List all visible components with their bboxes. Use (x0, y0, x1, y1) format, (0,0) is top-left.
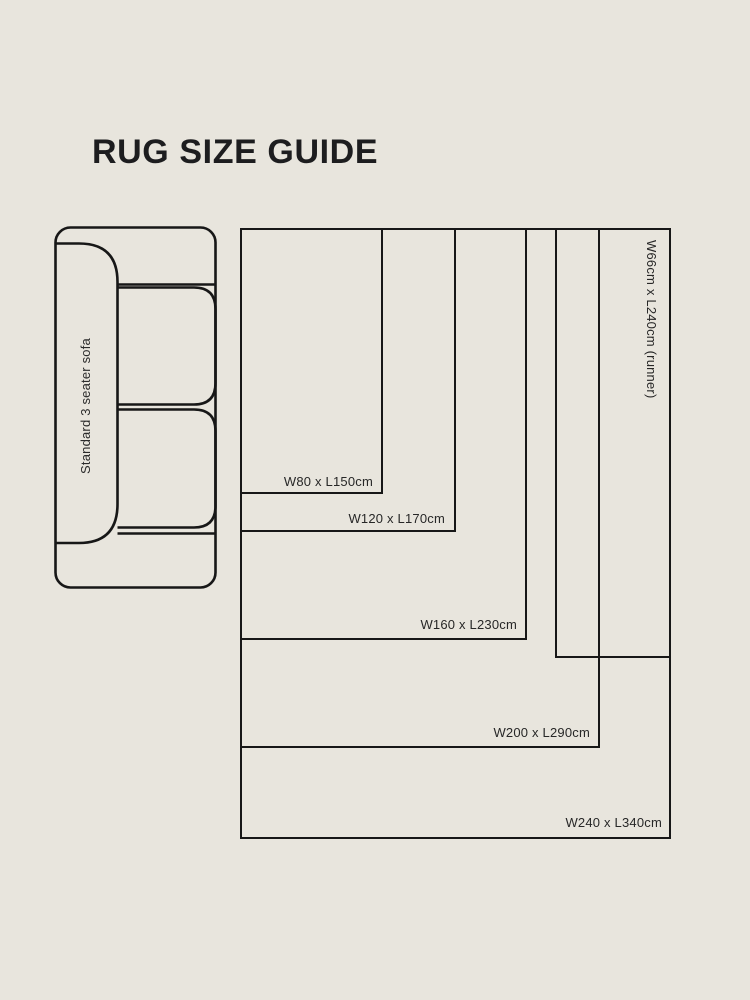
rug-rect-w80-l150 (240, 228, 383, 494)
rug-size-label-w160: W160 x L230cm (420, 617, 517, 632)
rug-size-label-w120: W120 x L170cm (348, 511, 445, 526)
sofa-label: Standard 3 seater sofa (78, 338, 93, 474)
sofa-cushion-1 (118, 288, 216, 405)
sofa-cushion-2 (118, 410, 216, 528)
rug-size-label-w240: W240 x L340cm (565, 815, 662, 830)
rug-size-label-runner: W66cm x L240cm (runner) (644, 240, 659, 399)
rug-size-label-w80: W80 x L150cm (283, 474, 373, 489)
page-title: RUG SIZE GUIDE (92, 133, 379, 171)
rug-size-label-w200: W200 x L290cm (493, 725, 590, 740)
